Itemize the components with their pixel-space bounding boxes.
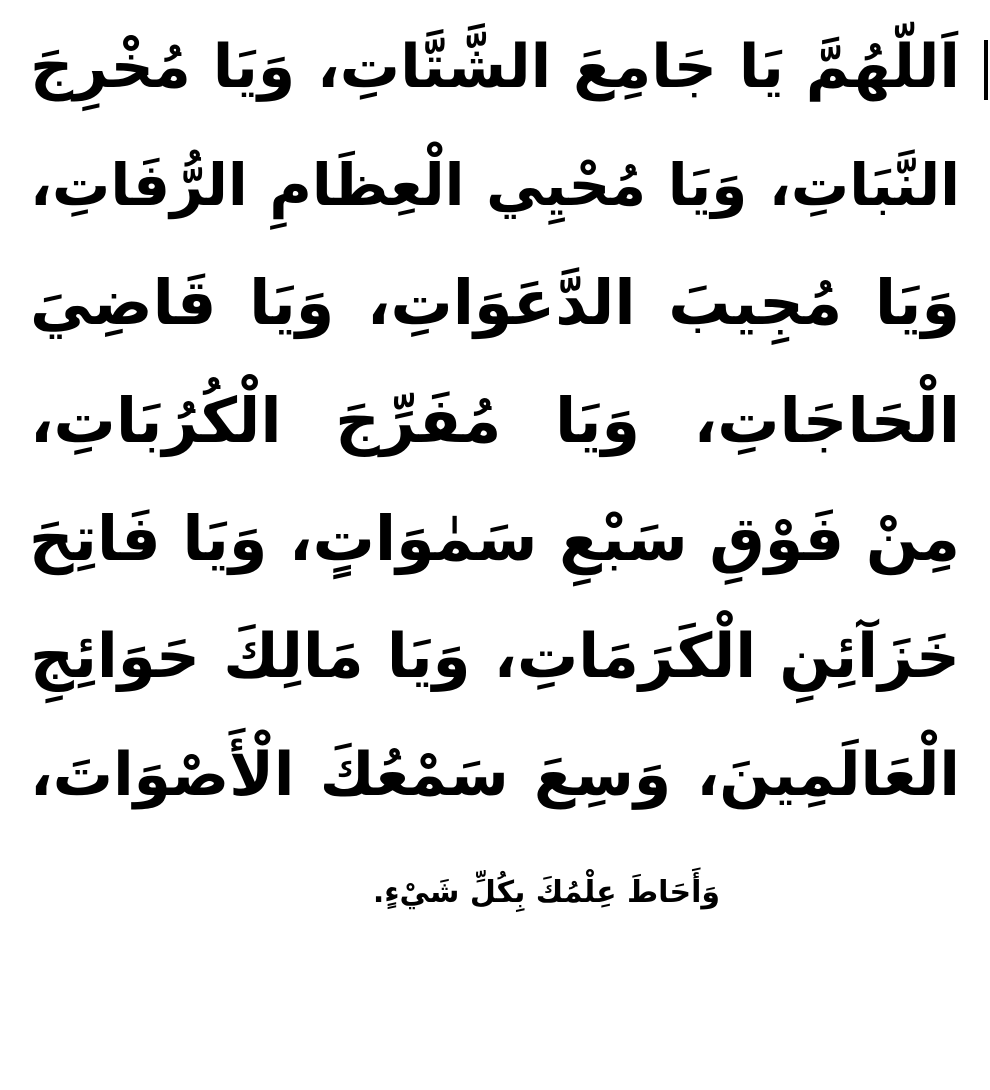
scan-edge-mark: [984, 40, 988, 100]
prayer-line-2: النَّبَاتِ، وَيَا مُحْيِي الْعِظَامِ الرُّفَاتِ،: [30, 151, 960, 219]
arabic-prayer-text: [30, 8, 960, 952]
prayer-line-4: الْحَاجَاتِ، وَيَا مُفَرِّجَ الْكُرُبَاتِ،: [30, 384, 960, 457]
prayer-line-7: الْعَالَمِينَ، وَسِعَ سَمْعُكَ الْأَصْوَاتَ،: [30, 740, 960, 810]
prayer-line-6: خَزَآئِنِ الْكَرَمَاتِ، وَيَا مَالِكَ حَوَائِجِ: [30, 621, 960, 692]
prayer-line-1: اَللّهُمَّ يَا جَامِعَ الشَّتَّاتِ، وَيَا مُخْرِجَ: [30, 32, 960, 102]
prayer-line-5: مِنْ فَوْقِ سَبْعِ سَمٰوَاتٍ، وَيَا فَاتِحَ: [28, 502, 960, 575]
prayer-line-8: وَأَحَاطَ عِلْمُكَ بِكُلِّ شَيْءٍ.: [372, 875, 720, 910]
prayer-line-3: وَيَا مُجِيبَ الدَّعَوَاتِ، وَيَا قَاضِيَ: [30, 266, 960, 339]
